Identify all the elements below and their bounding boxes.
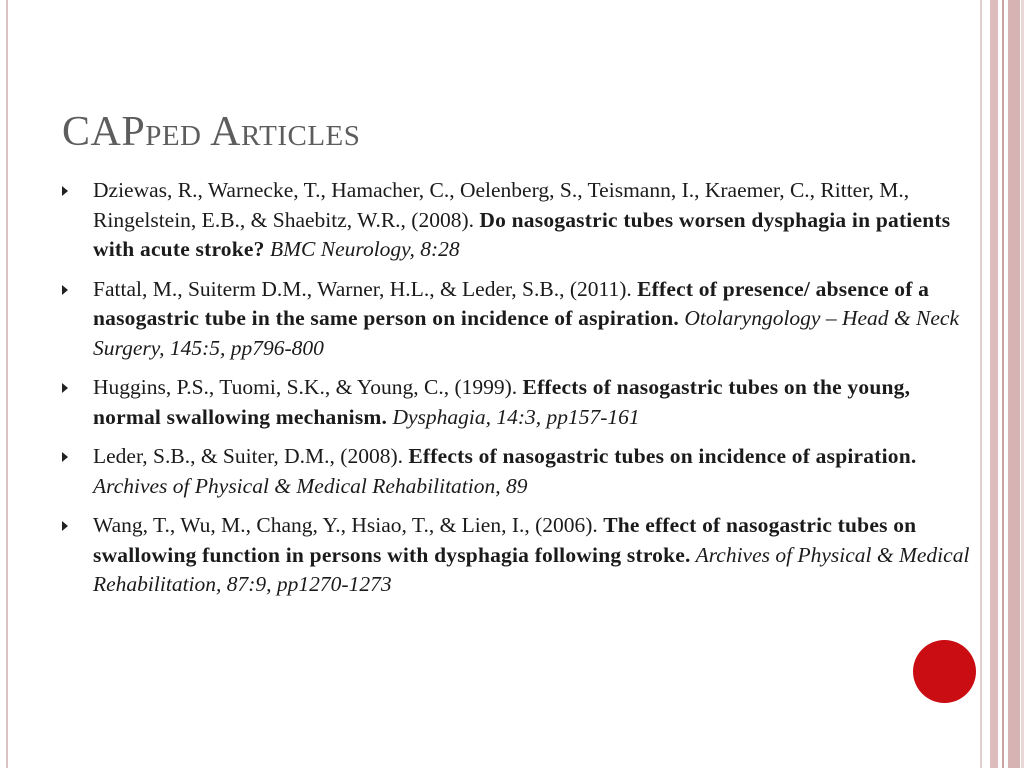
slide-title: CAPped Articles [62, 109, 361, 155]
triangle-bullet-icon [62, 383, 68, 393]
reference-source: Archives of Physical & Medical Rehabilitation, 87:9, pp1270-1273 [93, 542, 970, 596]
reference-item [62, 511, 982, 600]
reference-source: Otolaryngology – Head & Neck Surgery, 145:5, pp796-800 [93, 306, 959, 360]
reference-item [62, 176, 982, 265]
reference-title: Effects of nasogastric tubes on the young, normal swallowing mechanism. [93, 375, 911, 429]
reference-authors: Fattal, M., Suiterm D.M., Warner, H.L., & Leder, S.B., (2011). [93, 276, 638, 301]
reference-authors: Huggins, P.S., Tuomi, S.K., & Young, C., (1999). [93, 375, 523, 399]
red-accent-circle [913, 640, 976, 703]
stripe [1002, 0, 1004, 768]
reference-authors: Wang, T., Wu, M., Chang, Y., Hsiao, T., & Lien, I., (2006). [93, 513, 604, 537]
triangle-bullet-icon [62, 186, 68, 196]
reference-title: The effect of nasogastric tubes on swallowing function in persons with dysphagia following stroke. [93, 513, 917, 567]
reference-title: Effects of nasogastric tubes on incidence of aspiration. [408, 444, 917, 468]
reference-item [62, 373, 982, 432]
reference-source: BMC Neurology, 8:28 [264, 237, 460, 261]
triangle-bullet-icon [62, 285, 68, 295]
triangle-bullet-icon [62, 521, 68, 531]
left-border-line [6, 0, 8, 768]
reference-list [62, 176, 982, 610]
reference-source: Dysphagia, 14:3, pp157-161 [387, 404, 640, 429]
stripe [990, 0, 998, 768]
stripe [1008, 0, 1020, 768]
triangle-bullet-icon [62, 452, 68, 462]
reference-title: Do nasogastric tubes worsen dysphagia in patients with acute stroke? [93, 207, 951, 261]
reference-authors: Dziewas, R., Warnecke, T., Hamacher, C., Oelenberg, S., Teismann, I., Kraemer, C., Ritter, M., Ringelstein, E.B., & Shaebitz, W.R., (2008). [93, 178, 910, 232]
right-decorative-stripes [980, 0, 1024, 768]
reference-authors: Leder, S.B., & Suiter, D.M., (2008). [93, 444, 409, 468]
reference-item [62, 442, 982, 501]
reference-source: Archives of Physical & Medical Rehabilitation, 89 [93, 473, 528, 498]
reference-title: Effect of presence/ absence of a nasogastric tube in the same person on incidence of aspiration. [93, 276, 930, 330]
reference-item [62, 275, 982, 364]
